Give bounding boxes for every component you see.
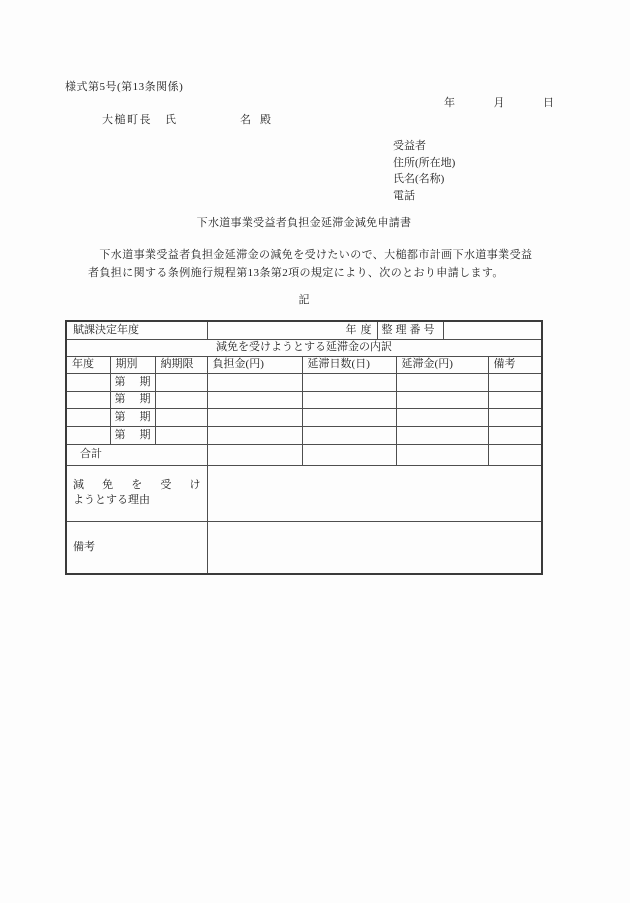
- late-fee-cell: [396, 408, 488, 426]
- table-row-period-4: [66, 426, 542, 444]
- header-late-fee-yen: 延滞金(円): [396, 356, 488, 373]
- reason-label-line2: ようとする理由: [73, 494, 150, 506]
- total-late-fee-cell: [396, 444, 488, 465]
- table-row-reason: [66, 465, 542, 521]
- assessment-year-label: 賦課決定年度: [66, 321, 207, 339]
- body-line-1: 下水道事業受益者負担金延滞金の減免を受けたいので、大槌都市計画下水道事業受益: [88, 249, 533, 261]
- year-cell: [66, 408, 110, 426]
- total-charge-cell: [207, 444, 302, 465]
- total-remarks-cell: [488, 444, 542, 465]
- table-row-assessment-year: [66, 321, 542, 339]
- header-due-date: 納期限: [155, 356, 207, 373]
- year-cell: [66, 426, 110, 444]
- year-cell: [66, 391, 110, 408]
- table-row-period-3: [66, 408, 542, 426]
- section-title: 減免を受けようとする延滞金の内訳: [66, 339, 542, 356]
- overdue-days-cell: [302, 408, 396, 426]
- period-cell: [110, 426, 155, 444]
- mayor-title: 大槌町長: [102, 114, 152, 126]
- date-line: [444, 94, 554, 110]
- charge-cell: [207, 426, 302, 444]
- due-date-cell: [155, 408, 207, 426]
- table-row-section-title: [66, 339, 542, 356]
- period-suffix: 期: [139, 410, 151, 423]
- table-row-period-1: [66, 373, 542, 391]
- late-fee-cell: [396, 426, 488, 444]
- name-label: 氏名(名称): [393, 173, 445, 185]
- table-row-period-2: [66, 391, 542, 408]
- reason-label-line1: 減 免 を 受 け: [73, 479, 201, 491]
- table-row-total: [66, 444, 542, 465]
- late-fee-cell: [396, 373, 488, 391]
- remarks-cell: [488, 391, 542, 408]
- period-cell: [110, 373, 155, 391]
- ki-marker: 記: [298, 294, 310, 306]
- surcharge-exemption-table: [65, 320, 543, 575]
- due-date-cell: [155, 373, 207, 391]
- body-line-2: 者負担に関する条例施行規程第13条第2項の規定により、次のとおり申請します。: [88, 266, 504, 279]
- honorific-label: 殿: [260, 114, 271, 126]
- period-prefix: 第: [114, 393, 126, 405]
- date-year-label: 年: [444, 97, 455, 109]
- period-prefix: 第: [114, 410, 126, 423]
- table-header-row: [66, 356, 542, 373]
- header-overdue-days: 延滞日数(日): [302, 356, 396, 373]
- year-cell: [66, 373, 110, 391]
- beneficiary-label: 受益者: [393, 140, 426, 152]
- total-label: 合計: [66, 444, 207, 465]
- notes-value-cell: [207, 521, 542, 574]
- table-row-notes: [66, 521, 542, 574]
- period-suffix: 期: [139, 393, 151, 405]
- overdue-days-cell: [302, 373, 396, 391]
- period-prefix: 第: [114, 375, 126, 388]
- period-suffix: 期: [139, 428, 151, 441]
- charge-cell: [207, 391, 302, 408]
- phone-label: 電話: [393, 189, 415, 202]
- remarks-cell: [488, 408, 542, 426]
- reason-label: [66, 465, 207, 521]
- late-fee-cell: [396, 391, 488, 408]
- header-charge-yen: 負担金(円): [207, 356, 302, 373]
- reference-number-label: 整理番号: [377, 321, 443, 339]
- period-suffix: 期: [139, 375, 151, 388]
- total-overdue-days-cell: [302, 444, 396, 465]
- charge-cell: [207, 373, 302, 391]
- charge-cell: [207, 408, 302, 426]
- period-prefix: 第: [114, 428, 126, 441]
- reference-number-value-cell: [443, 321, 542, 339]
- address-label: 住所(所在地): [393, 156, 456, 169]
- reason-value-cell: [207, 465, 542, 521]
- date-month-label: 月: [493, 97, 505, 109]
- assessment-year-value-cell: 年度: [207, 321, 377, 339]
- due-date-cell: [155, 426, 207, 444]
- remarks-cell: [488, 373, 542, 391]
- addressee-line: [0, 111, 630, 125]
- due-date-cell: [155, 391, 207, 408]
- header-remarks: 備考: [488, 356, 542, 373]
- form-number: 様式第5号(第13条関係): [65, 81, 184, 93]
- document-title: 下水道事業受益者負担金延滞金減免申請書: [196, 217, 412, 229]
- notes-label: 備考: [66, 521, 207, 574]
- date-day-label: 日: [543, 97, 554, 109]
- overdue-days-cell: [302, 391, 396, 408]
- body-paragraph: [88, 247, 558, 282]
- period-cell: [110, 391, 155, 408]
- givenname-label: 名: [240, 114, 251, 126]
- overdue-days-cell: [302, 426, 396, 444]
- header-period: 期別: [110, 356, 155, 373]
- beneficiary-block: [393, 138, 455, 204]
- surname-label: 氏: [165, 114, 176, 126]
- header-year: 年度: [66, 356, 110, 373]
- remarks-cell: [488, 426, 542, 444]
- period-cell: [110, 408, 155, 426]
